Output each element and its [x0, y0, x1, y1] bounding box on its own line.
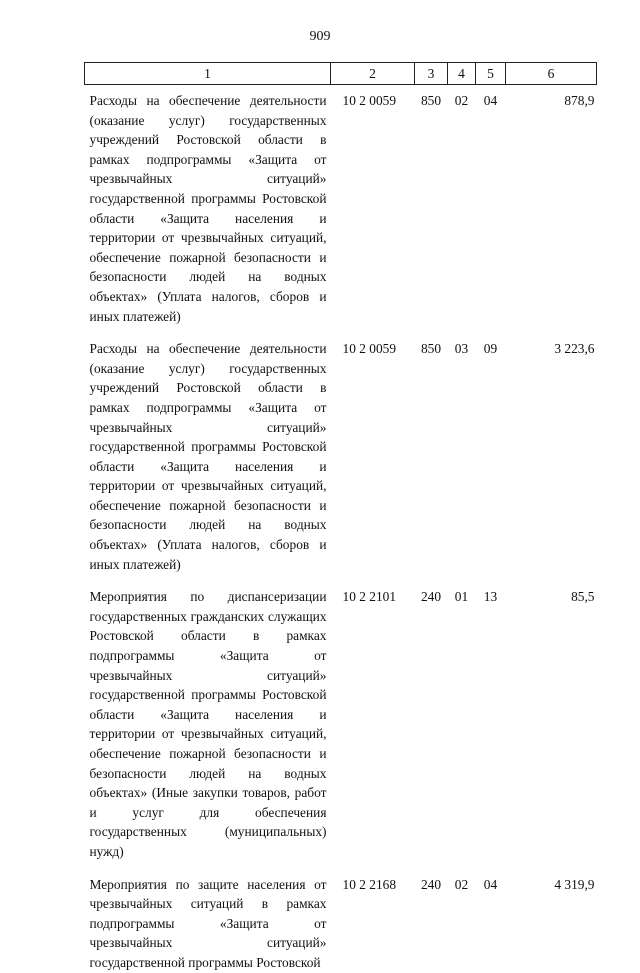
table-body: [85, 85, 597, 973]
header-col-4: 4: [448, 63, 476, 85]
row-code: 10 2 0059: [342, 93, 397, 108]
row-col4: 02: [454, 876, 469, 892]
row-description: Мероприятия по защите населения от чрезвычайных ситуаций в рамках подпрограммы «Защита от чрезвычайных ситуаций» государственной программы Ростовской: [89, 876, 327, 970]
row-col4: 01: [454, 589, 469, 605]
row-amount: 878,9: [564, 93, 595, 108]
table-row: [85, 574, 597, 861]
row-col3: 240: [420, 589, 442, 605]
table-row: [85, 862, 597, 973]
header-col-1: 1: [85, 63, 331, 85]
table-header: [85, 63, 597, 85]
header-col-3: 3: [415, 63, 448, 85]
row-amount: 85,5: [571, 589, 595, 605]
row-col5: 04: [483, 876, 498, 892]
row-description: Мероприятия по диспансеризации государственных гражданских служащих Ростовской области в рамках подпрограммы «Защита от чрезвычайных ситуаций» государственной программы Ростовской области «Защита населения и территории от чрезвычайных ситуаций, обеспечение пожарной безопасности и безопасности людей на водных объектах» (Иные закупки товаров, работ и услуг для обеспечения государственных (муниципальных) нужд): [89, 589, 327, 859]
row-code: 10 2 2101: [342, 589, 397, 605]
table-row: [85, 85, 597, 327]
header-col-6: 6: [506, 63, 597, 85]
row-col3: 850: [420, 341, 442, 357]
row-code: 10 2 2168: [342, 876, 397, 892]
row-col5: 09: [483, 341, 498, 357]
row-code: 10 2 0059: [342, 341, 397, 357]
header-row: [85, 63, 597, 85]
row-description: Расходы на обеспечение деятельности (оказание услуг) государственных учреждений Ростовской области в рамках подпрограммы «Защита от чрезвычайных ситуаций» государственной программы Ростовской области «Защита населения и территории от чрезвычайных ситуаций, обеспечение пожарной безопасности и безопасности людей на водных объектах» (Уплата налогов, сборов и иных платежей): [89, 93, 327, 324]
header-col-2: 2: [331, 63, 415, 85]
header-col-5: 5: [476, 63, 506, 85]
row-col4: 03: [454, 341, 469, 357]
budget-table: [84, 62, 597, 973]
row-amount: 3 223,6: [554, 341, 595, 357]
row-col3: 850: [420, 93, 442, 108]
row-col3: 240: [420, 876, 442, 892]
row-description: Расходы на обеспечение деятельности (оказание услуг) государственных учреждений Ростовской области в рамках подпрограммы «Защита от чрезвычайных ситуаций» государственной программы Ростовской области «Защита населения и территории от чрезвычайных ситуаций, обеспечение пожарной безопасности и безопасности людей на водных объектах» (Уплата налогов, сборов и иных платежей): [89, 341, 327, 572]
row-amount: 4 319,9: [554, 876, 595, 892]
page-number: 909: [309, 29, 331, 44]
row-col5: 04: [483, 93, 498, 108]
row-col4: 02: [454, 93, 469, 108]
row-col5: 13: [483, 589, 498, 605]
table-row: [85, 326, 597, 574]
